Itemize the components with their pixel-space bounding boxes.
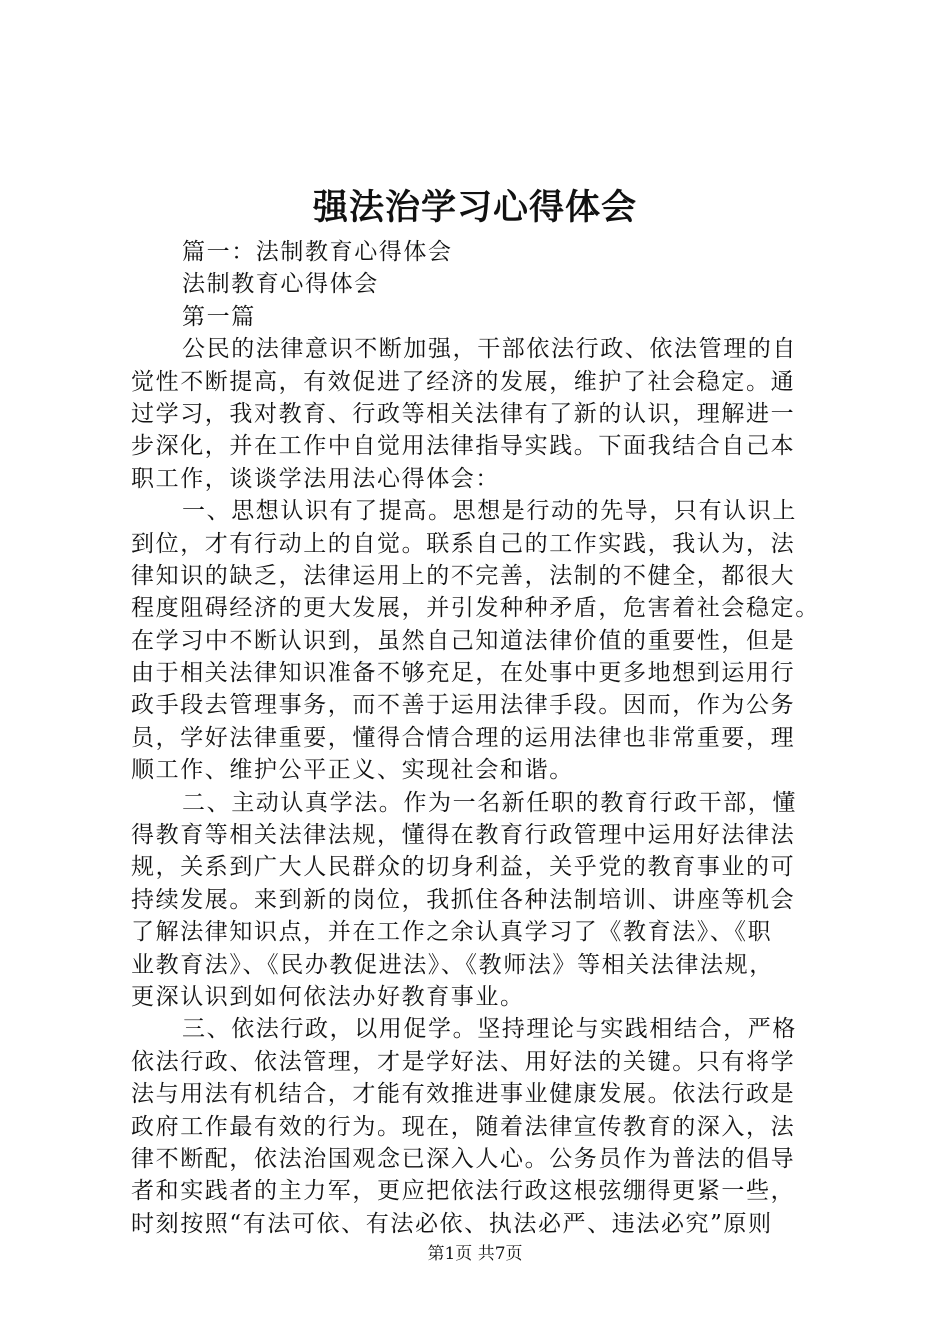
text-line: 法与用法有机结合，才能有效推进事业健康发展。依法行政是 [131, 1081, 796, 1108]
text-line: 持续发展。来到新的岗位，我抓住各种法制培训、讲座等机会 [131, 886, 796, 913]
text-line: 得教育等相关法律法规，懂得在教育行政管理中运用好法律法 [131, 822, 796, 849]
text-line: 三、依法行政，以用促学。坚持理论与实践相结合，严格 [182, 1016, 797, 1043]
text-line: 二、主动认真学法。作为一名新任职的教育行政干部，懂 [182, 789, 797, 816]
text-line: 顺工作、维护公平正义、实现社会和谐。 [131, 757, 574, 784]
text-line: 者和实践者的主力军，更应把依法行政这根弦绷得更紧一些， [131, 1178, 796, 1205]
document-title: 强法治学习心得体会 [312, 187, 637, 228]
text-line: 政手段去管理事务，而不善于运用法律手段。因而，作为公务 [131, 692, 796, 719]
text-line: 过学习，我对教育、行政等相关法律有了新的认识，理解进一 [131, 400, 796, 427]
text-line: 职工作，谈谈学法用法心得体会： [131, 465, 500, 492]
text-line: 规，关系到广大人民群众的切身利益，关乎党的教育事业的可 [131, 854, 796, 881]
text-line: 业教育法》、《民办教促进法》、《教师法》等相关法律法规， [131, 951, 774, 978]
text-line: 政府工作最有效的行为。现在，随着法律宣传教育的深入，法 [131, 1113, 796, 1140]
text-line: 时刻按照“有法可依、有法必依、执法必严、违法必究”原则 [131, 1210, 773, 1237]
text-line: 步深化，并在工作中自觉用法律指导实践。下面我结合自己本 [131, 433, 796, 460]
text-line: 由于相关法律知识准备不够充足，在处事中更多地想到运用行 [131, 660, 796, 687]
text-line: 更深认识到如何依法办好教育事业。 [131, 983, 525, 1010]
text-line: 觉性不断提高，有效促进了经济的发展，维护了社会稳定。通 [131, 368, 796, 395]
text-line: 律不断配，依法治国观念已深入人心。公务员作为普法的倡导 [131, 1145, 796, 1172]
text-line: 篇一：法制教育心得体会 [182, 239, 453, 265]
text-line: 法制教育心得体会 [182, 271, 379, 298]
page-footer: 第1页 共7页 [427, 1244, 523, 1264]
text-line: 了解法律知识点，并在工作之余认真学习了《教育法》、《职 [131, 919, 773, 946]
text-line: 员，学好法律重要，懂得合情合理的运用法律也非常重要，理 [131, 724, 796, 751]
text-line: 一、思想认识有了提高。思想是行动的先导，只有认识上 [182, 498, 797, 525]
text-line: 在学习中不断认识到，虽然自己知道法律价值的重要性，但是 [131, 627, 796, 654]
document-body [131, 236, 831, 1240]
text-line: 公民的法律意识不断加强，干部依法行政、依法管理的自 [182, 336, 797, 363]
text-line: 依法行政、依法管理，才是学好法、用好法的关键。只有将学 [131, 1048, 796, 1075]
text-line: 程度阻碍经济的更大发展，并引发种种矛盾，危害着社会稳定。 [131, 595, 820, 622]
text-line: 到位，才有行动上的自觉。联系自己的工作实践，我认为，法 [131, 530, 796, 557]
text-line: 律知识的缺乏，法律运用上的不完善，法制的不健全，都很大 [131, 562, 796, 589]
text-line: 第一篇 [182, 303, 256, 330]
